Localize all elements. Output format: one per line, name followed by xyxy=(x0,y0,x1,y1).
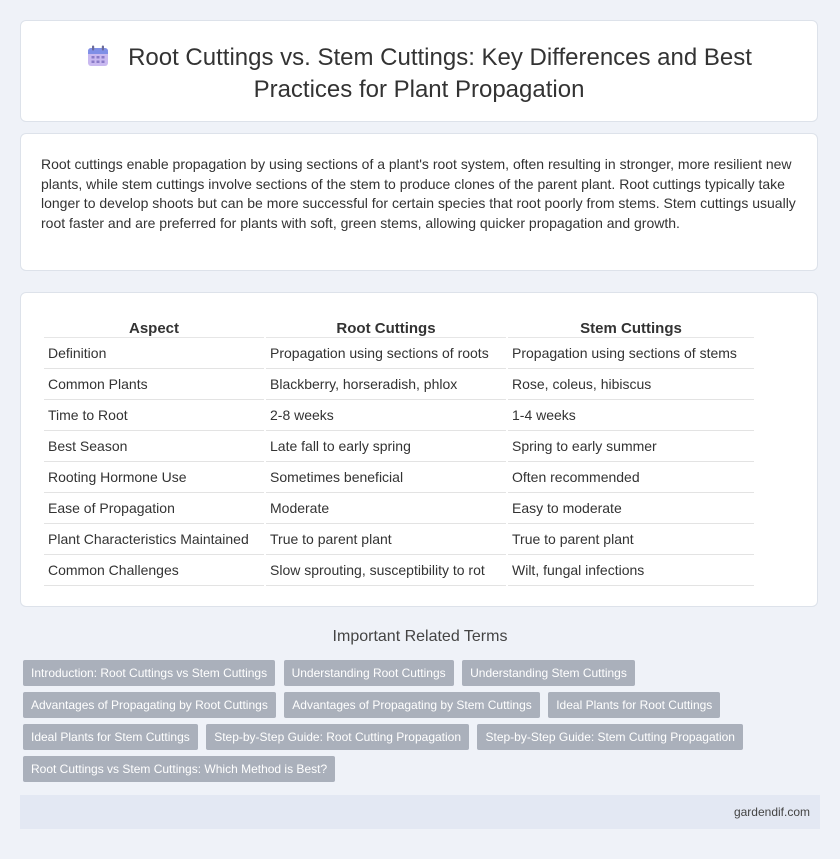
cell-aspect: Common Plants xyxy=(44,369,264,400)
cell-aspect: Rooting Hormone Use xyxy=(44,462,264,493)
intro-paragraph: Root cuttings enable propagation by using sections of a plant's root system, often resulting in stronger, more resilient new plants, while stem cuttings involve sections of the stem to produce clones of the parent plant. Root cuttings typically take longer to develop shoots but can be more successful for certain species that root poorly from stems. Stem cuttings usually root faster and are preferred for plants with soft, green stems, allowing quicker propagation and growth. xyxy=(41,156,796,231)
table-row xyxy=(44,462,754,493)
table-row xyxy=(44,338,754,369)
header-stem-cuttings: Stem Cuttings xyxy=(508,311,754,338)
comparison-table xyxy=(42,311,756,586)
cell-root: Slow sprouting, susceptibility to rot xyxy=(266,555,506,586)
cell-stem: Propagation using sections of stems xyxy=(508,338,754,369)
cell-root: Propagation using sections of roots xyxy=(266,338,506,369)
table-row xyxy=(44,493,754,524)
related-term-tag[interactable]: Ideal Plants for Stem Cuttings xyxy=(23,724,198,750)
header-aspect: Aspect xyxy=(44,311,264,338)
related-term-tag[interactable]: Root Cuttings vs Stem Cuttings: Which Method is Best? xyxy=(23,756,335,782)
cell-aspect: Plant Characteristics Maintained xyxy=(44,524,264,555)
related-terms-heading: Important Related Terms xyxy=(332,628,508,645)
related-term-tag[interactable]: Step-by-Step Guide: Stem Cutting Propagation xyxy=(477,724,742,750)
cell-aspect: Time to Root xyxy=(44,400,264,431)
cell-stem: Spring to early summer xyxy=(508,431,754,462)
related-term-tag[interactable]: Advantages of Propagating by Stem Cuttings xyxy=(284,692,539,718)
related-term-tag[interactable]: Ideal Plants for Root Cuttings xyxy=(548,692,720,718)
header-root-cuttings: Root Cuttings xyxy=(266,311,506,338)
cell-aspect: Definition xyxy=(44,338,264,369)
cell-aspect: Common Challenges xyxy=(44,555,264,586)
cell-aspect: Best Season xyxy=(44,431,264,462)
cell-root: Late fall to early spring xyxy=(266,431,506,462)
footer xyxy=(20,795,820,829)
cell-stem: Wilt, fungal infections xyxy=(508,555,754,586)
table-header-row xyxy=(44,311,754,338)
title-card xyxy=(20,20,818,122)
cell-root: Moderate xyxy=(266,493,506,524)
related-term-tag[interactable]: Understanding Root Cuttings xyxy=(284,660,454,686)
related-term-tag[interactable]: Understanding Stem Cuttings xyxy=(462,660,635,686)
cell-aspect: Ease of Propagation xyxy=(44,493,264,524)
site-name[interactable]: gardendif.com xyxy=(733,805,810,819)
comparison-card xyxy=(20,292,818,607)
calendar-icon xyxy=(86,44,110,75)
related-term-tag[interactable]: Step-by-Step Guide: Root Cutting Propagation xyxy=(206,724,469,750)
cell-root: True to parent plant xyxy=(266,524,506,555)
cell-stem: 1-4 weeks xyxy=(508,400,754,431)
table-row xyxy=(44,369,754,400)
cell-root: 2-8 weeks xyxy=(266,400,506,431)
related-term-tag[interactable]: Introduction: Root Cuttings vs Stem Cuttings xyxy=(23,660,275,686)
table-row xyxy=(44,400,754,431)
page-title xyxy=(21,43,817,104)
intro-card xyxy=(20,133,818,271)
title-line-2: Practices for Plant Propagation xyxy=(253,76,585,103)
related-terms-list xyxy=(23,660,783,788)
cell-root: Blackberry, horseradish, phlox xyxy=(266,369,506,400)
cell-stem: True to parent plant xyxy=(508,524,754,555)
cell-root: Sometimes beneficial xyxy=(266,462,506,493)
table-row xyxy=(44,524,754,555)
title-line-1: Root Cuttings vs. Stem Cuttings: Key Differences and Best xyxy=(128,44,752,71)
cell-stem: Rose, coleus, hibiscus xyxy=(508,369,754,400)
table-row xyxy=(44,555,754,586)
table-row xyxy=(44,431,754,462)
related-term-tag[interactable]: Advantages of Propagating by Root Cuttings xyxy=(23,692,276,718)
cell-stem: Often recommended xyxy=(508,462,754,493)
cell-stem: Easy to moderate xyxy=(508,493,754,524)
